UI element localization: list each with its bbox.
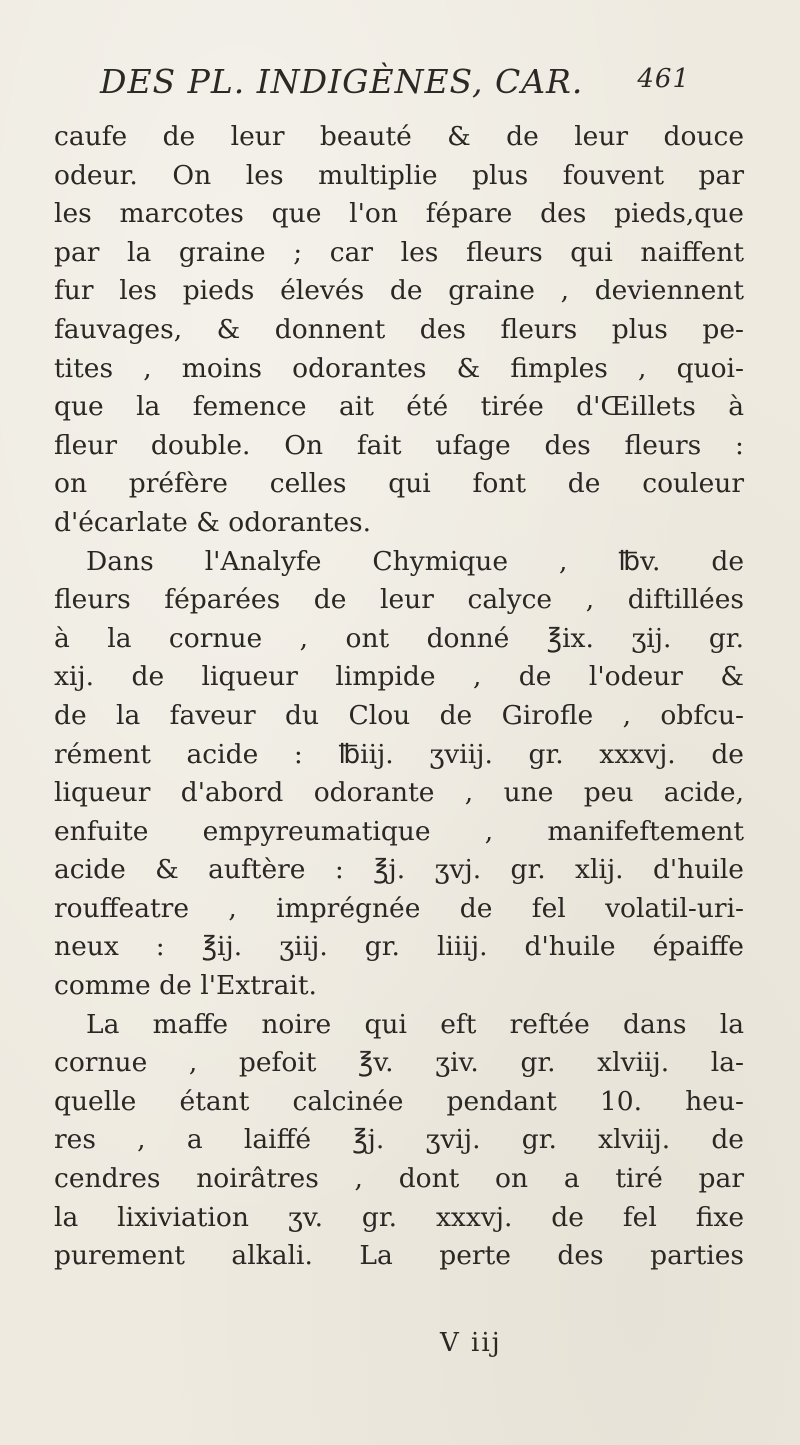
text-line: les marcotes que l'on fépare des pieds,que: [54, 198, 744, 230]
text-line: par la graine ; car les fleurs qui naiffent: [54, 236, 744, 268]
text-line: purement alkali. La perte des parties: [54, 1240, 744, 1272]
text-line: liqueur d'abord odorante , une peu acide,: [54, 777, 744, 809]
text-line: cornue , pefoit ℥v. ʒiv. gr. xlviij. la-: [54, 1047, 744, 1079]
text-line: xij. de liqueur limpide , de l'odeur &: [54, 661, 744, 693]
text-line: fauvages, & donnent des fleurs plus pe-: [54, 313, 744, 345]
text-line: on préfère celles qui font de couleur: [54, 468, 744, 500]
text-line: fleur double. On fait ufage des fleurs :: [54, 429, 744, 461]
text-line: de la faveur du Clou de Girofle , obfcu-: [54, 699, 744, 731]
running-title: DES PL. INDIGÈNES, CAR.: [100, 62, 584, 101]
text-line: quelle étant calcinée pendant 10. heu-: [54, 1085, 744, 1117]
text-line: fleurs féparées de leur calyce , diftillées: [54, 584, 744, 616]
text-line: que la femence ait été tirée d'Œillets à: [54, 391, 744, 423]
text-line: acide & auftère : ℥j. ʒvj. gr. xlij. d'huile: [54, 854, 744, 886]
text-line: Dans l'Analyfe Chymique , ℔v. de: [86, 545, 744, 577]
text-line: caufe de leur beauté & de leur douce: [54, 121, 744, 152]
body-text: [54, 118, 744, 1276]
running-header: [100, 62, 690, 112]
text-line: comme de l'Extrait.: [54, 970, 317, 1002]
text-line: tites , moins odorantes & fimples , quoi-: [54, 352, 744, 384]
text-line: rément acide : ℔iij. ʒviij. gr. xxxvj. de: [54, 738, 744, 770]
text-line: à la cornue , ont donné ℥ix. ʒij. gr.: [54, 622, 744, 654]
text-line: res , a laiffé ℥j. ʒvij. gr. xlviij. de: [54, 1124, 744, 1156]
text-line: d'écarlate & odorantes.: [54, 506, 372, 538]
signature-mark: V iij: [440, 1328, 502, 1358]
text-line: rouffeatre , imprégnée de fel volatil-uri-: [54, 892, 744, 924]
text-line: enfuite empyreumatique , manifeftement: [54, 815, 744, 847]
text-line: cendres noirâtres , dont on a tiré par: [54, 1163, 744, 1195]
text-line: La maffe noire qui eft reftée dans la: [86, 1008, 744, 1040]
text-line: odeur. On les multiplie plus fouvent par: [54, 159, 744, 191]
text-line: la lixiviation ʒv. gr. xxxvj. de fel fixe: [54, 1201, 744, 1233]
text-line: neux : ℥ij. ʒiij. gr. liiij. d'huile épaiffe: [54, 931, 744, 963]
text-line: fur les pieds élevés de graine , deviennent: [54, 275, 744, 307]
page-number: 461: [637, 64, 690, 94]
